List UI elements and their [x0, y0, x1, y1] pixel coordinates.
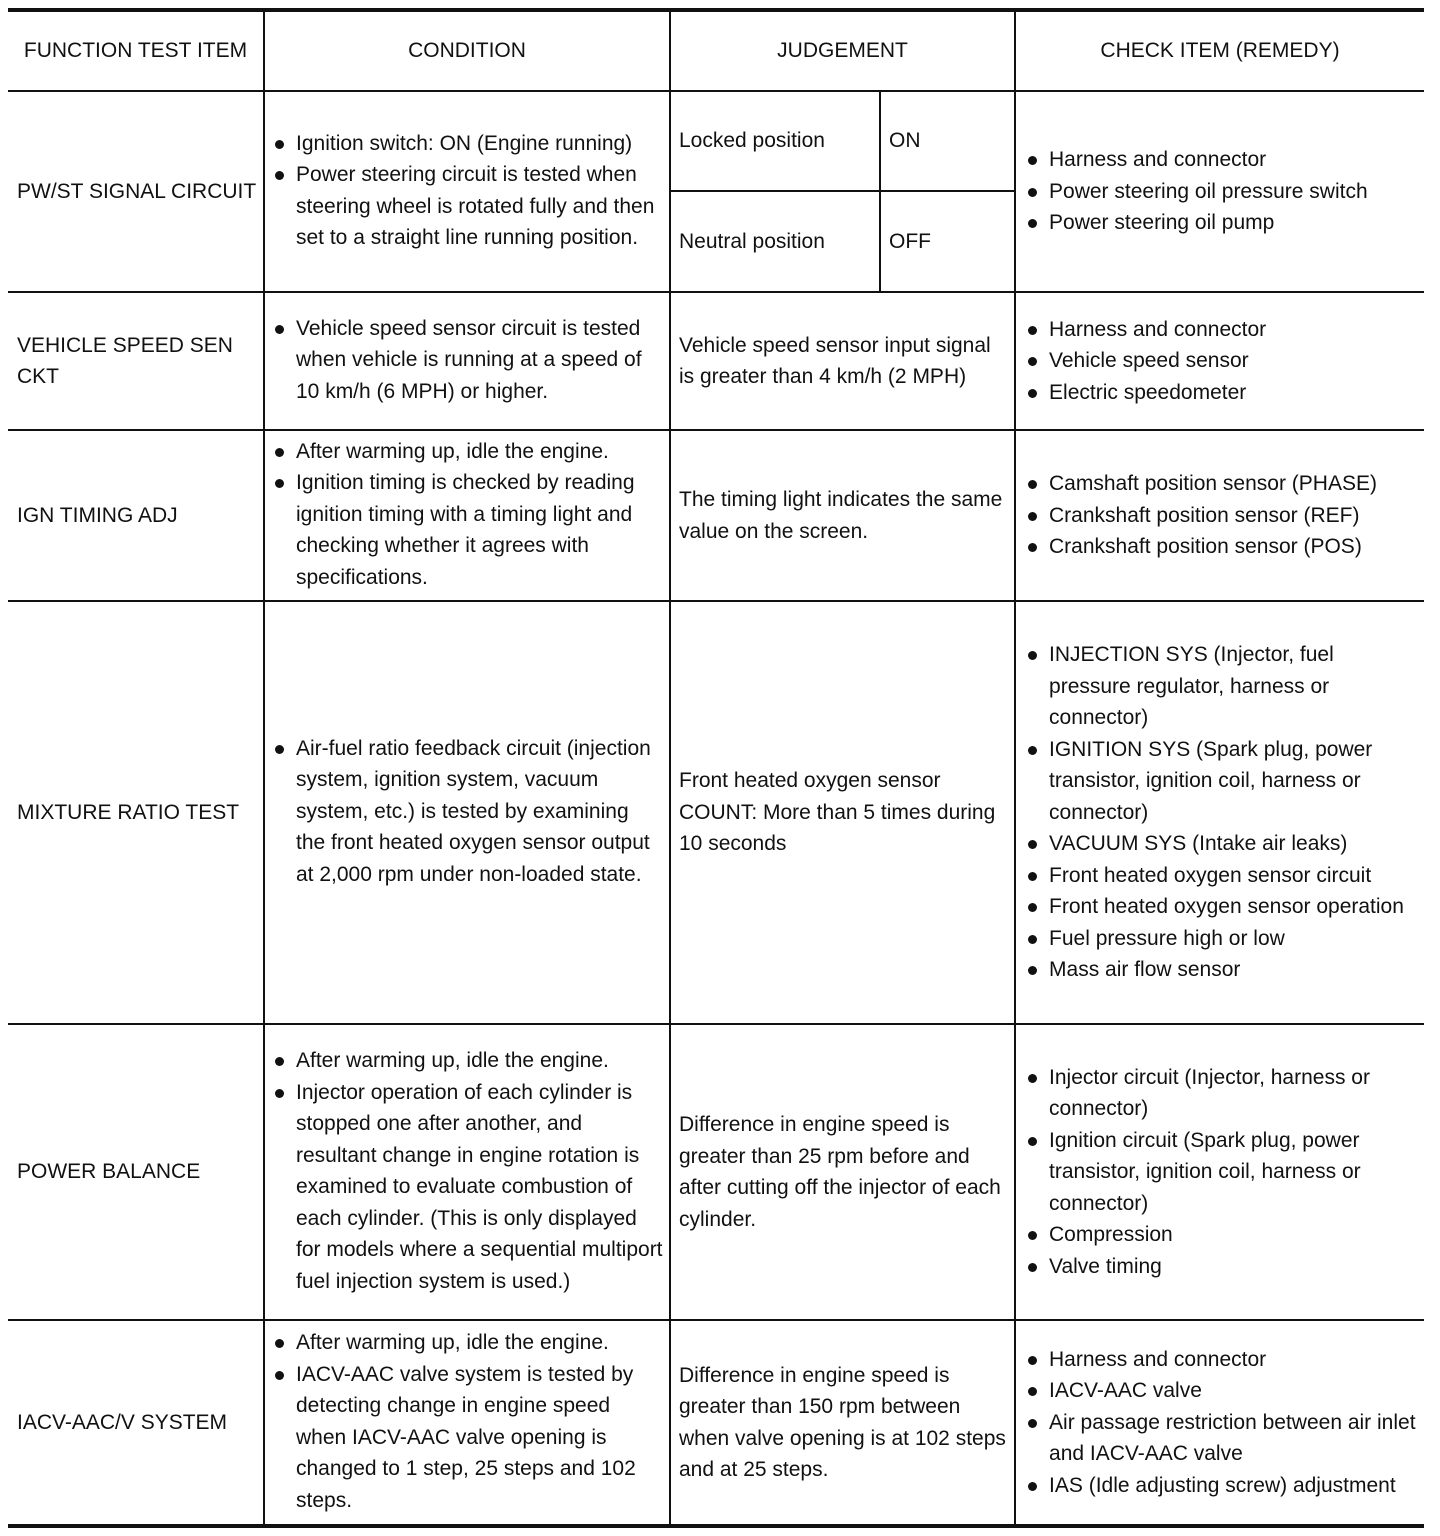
- remedy-bullet: Front heated oxygen sensor operation: [1026, 891, 1418, 923]
- remedy-bullet: Crankshaft position sensor (REF): [1026, 500, 1418, 532]
- function-test-item: VEHICLE SPEED SEN CKT: [8, 292, 264, 430]
- condition-bullet: IACV-AAC valve system is tested by detecting change in engine speed when IACV-AAC valve opening is changed to 1 step, 25 steps and 102 steps.: [273, 1359, 663, 1517]
- remedy-bullet: Power steering oil pressure switch: [1026, 176, 1418, 208]
- judgement-cell: Difference in engine speed is greater than 25 rpm before and after cutting off the injector of each cylinder.: [670, 1024, 1015, 1320]
- condition-bullet: After warming up, idle the engine.: [273, 436, 663, 468]
- judgement-state: OFF: [880, 191, 1015, 292]
- remedy-bullet: INJECTION SYS (Injector, fuel pressure regulator, harness or connector): [1026, 639, 1418, 734]
- condition-bullet: Ignition timing is checked by reading ignition timing with a timing light and checking whether it agrees with specifications.: [273, 467, 663, 593]
- remedy-cell: [1015, 430, 1424, 601]
- judgement-cell: Front heated oxygen sensor COUNT: More than 5 times during 10 seconds: [670, 601, 1015, 1024]
- function-test-item: IACV-AAC/V SYSTEM: [8, 1320, 264, 1526]
- table-row: [8, 1320, 1424, 1526]
- condition-cell: [264, 292, 670, 430]
- remedy-bullet: Camshaft position sensor (PHASE): [1026, 468, 1418, 500]
- remedy-bullet: Air passage restriction between air inlet and IACV-AAC valve: [1026, 1407, 1418, 1470]
- table-row: [8, 91, 1424, 191]
- condition-bullet: Injector operation of each cylinder is stopped one after another, and resultant change in engine rotation is examined to evaluate combustion of each cylinder. (This is only displayed for models where a sequential multiport fuel injection system is used.): [273, 1077, 663, 1298]
- remedy-bullet: Front heated oxygen sensor circuit: [1026, 860, 1418, 892]
- header-judgement: JUDGEMENT: [670, 10, 1015, 91]
- table-row: [8, 601, 1424, 1024]
- remedy-bullet: Harness and connector: [1026, 314, 1418, 346]
- header-row: [8, 10, 1424, 91]
- judgement-cell: Difference in engine speed is greater than 150 rpm between when valve opening is at 102 steps and at 25 steps.: [670, 1320, 1015, 1526]
- remedy-cell: [1015, 292, 1424, 430]
- function-test-item: POWER BALANCE: [8, 1024, 264, 1320]
- remedy-cell: [1015, 1024, 1424, 1320]
- remedy-bullet: IACV-AAC valve: [1026, 1375, 1418, 1407]
- judgement-position: Neutral position: [670, 191, 880, 292]
- remedy-bullet: Ignition circuit (Spark plug, power transistor, ignition coil, harness or connector): [1026, 1125, 1418, 1220]
- remedy-bullet: Fuel pressure high or low: [1026, 923, 1418, 955]
- table-row: [8, 430, 1424, 601]
- remedy-bullet: Vehicle speed sensor: [1026, 345, 1418, 377]
- function-test-item: PW/ST SIGNAL CIRCUIT: [8, 91, 264, 292]
- table-row: [8, 292, 1424, 430]
- function-test-item: IGN TIMING ADJ: [8, 430, 264, 601]
- function-test-item: MIXTURE RATIO TEST: [8, 601, 264, 1024]
- judgement-position: Locked position: [670, 91, 880, 191]
- condition-cell: [264, 91, 670, 292]
- judgement-cell: Vehicle speed sensor input signal is greater than 4 km/h (2 MPH): [670, 292, 1015, 430]
- header-check-item: CHECK ITEM (REMEDY): [1015, 10, 1424, 91]
- condition-bullet: Air-fuel ratio feedback circuit (injection system, ignition system, vacuum system, etc.) is tested by examining the front heated oxygen sensor output at 2,000 rpm under non-loaded state.: [273, 733, 663, 891]
- remedy-cell: [1015, 601, 1424, 1024]
- header-condition: CONDITION: [264, 10, 670, 91]
- condition-cell: [264, 601, 670, 1024]
- condition-bullet: After warming up, idle the engine.: [273, 1327, 663, 1359]
- remedy-bullet: Valve timing: [1026, 1251, 1418, 1283]
- judgement-cell: The timing light indicates the same value on the screen.: [670, 430, 1015, 601]
- function-test-table: [8, 8, 1424, 1528]
- condition-bullet: Power steering circuit is tested when steering wheel is rotated fully and then set to a straight line running position.: [273, 159, 663, 254]
- remedy-bullet: Crankshaft position sensor (POS): [1026, 531, 1418, 563]
- condition-bullet: Ignition switch: ON (Engine running): [273, 128, 663, 160]
- judgement-state: ON: [880, 91, 1015, 191]
- remedy-bullet: Compression: [1026, 1219, 1418, 1251]
- remedy-bullet: IGNITION SYS (Spark plug, power transistor, ignition coil, harness or connector): [1026, 734, 1418, 829]
- condition-bullet: Vehicle speed sensor circuit is tested when vehicle is running at a speed of 10 km/h (6 MPH) or higher.: [273, 313, 663, 408]
- remedy-cell: [1015, 1320, 1424, 1526]
- remedy-bullet: Injector circuit (Injector, harness or connector): [1026, 1062, 1418, 1125]
- remedy-bullet: Mass air flow sensor: [1026, 954, 1418, 986]
- condition-cell: [264, 430, 670, 601]
- condition-cell: [264, 1320, 670, 1526]
- remedy-bullet: IAS (Idle adjusting screw) adjustment: [1026, 1470, 1418, 1502]
- remedy-bullet: Harness and connector: [1026, 144, 1418, 176]
- remedy-bullet: Harness and connector: [1026, 1344, 1418, 1376]
- remedy-bullet: Electric speedometer: [1026, 377, 1418, 409]
- table-row: [8, 1024, 1424, 1320]
- condition-bullet: After warming up, idle the engine.: [273, 1045, 663, 1077]
- remedy-bullet: Power steering oil pump: [1026, 207, 1418, 239]
- header-function-test-item: FUNCTION TEST ITEM: [8, 10, 264, 91]
- condition-cell: [264, 1024, 670, 1320]
- remedy-cell: [1015, 91, 1424, 292]
- remedy-bullet: VACUUM SYS (Intake air leaks): [1026, 828, 1418, 860]
